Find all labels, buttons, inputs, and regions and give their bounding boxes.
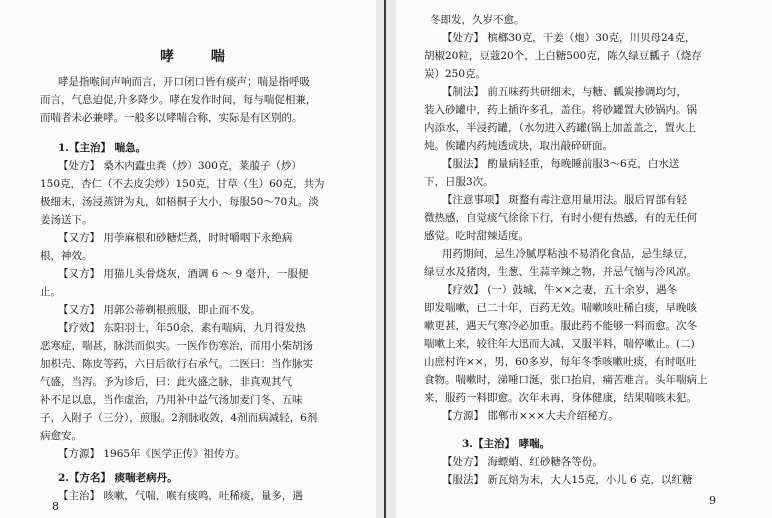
text-line: 【处方】 桑木内蠹虫粪（炒）300克，莱菔子（炒） xyxy=(58,160,302,172)
text-line: 炭）250克。 xyxy=(424,68,487,80)
text-line: 子，入附子（三分），煎服。2剂脉收敛，4剂而病减轻，6剂 xyxy=(40,412,318,424)
text-line: 【又方】 用荸麻根和砂糖烂煮，时时嚼咽下永绝病 xyxy=(58,232,293,244)
section-title: 哮 喘 xyxy=(160,49,241,65)
left-page xyxy=(0,0,376,518)
text-line: 【疗效】 东阳羽士，年50余，素有喘病，九月得发热 xyxy=(58,322,306,334)
text-line: 病愈安。 xyxy=(40,430,82,442)
text-line: 【又方】 用郭公蒂剃根煎服，即止而不发。 xyxy=(58,304,261,316)
entry-2-heading: 2.【方名】 痰喘老病丹。 xyxy=(58,472,178,484)
page-number: 8 xyxy=(52,500,59,513)
text-line: 【处方】 槟榔30克，干姜（炮）30克，川贝母24克， xyxy=(442,32,696,44)
text-line: 【方源】 邯郸市×××大夫介绍秘方。 xyxy=(442,410,619,422)
text-line: 恶寒症，喘甚，脉洪而似实。一医作伤寒治，而用小柴胡汤 xyxy=(40,340,313,352)
page-number: 9 xyxy=(709,494,716,507)
text-line: 气盛，当泻。予为诊后，曰：此火盛之脉，非真观其气 xyxy=(40,376,292,388)
text-line: 感觉。吃时甜辣适度。 xyxy=(424,230,529,242)
text-line: 胡椒20粒，豆蔻20个，上白糖500克，陈久绿豆瓤子（烧存 xyxy=(424,50,702,62)
text-line: 山庶村许××，男，60多岁，每年冬季咳嗽吐痰，有时呕吐 xyxy=(424,356,697,368)
text-line: 补不足以息，当作虚治，乃用补中益气汤加麦门冬、五味 xyxy=(40,394,303,406)
text-line: 【疗效】 (一）鼓城，牛××之妻，五十余岁，遇冬 xyxy=(442,284,678,296)
text-line: 喘嗽上来，较往年大迅而大减，又服半料，喘停嗽止。(二) xyxy=(424,338,695,350)
book-gutter xyxy=(376,0,396,518)
text-line: 【制法】 前五味药共研细末，与糖、瓤炭掺调均匀， xyxy=(442,86,687,98)
text-line: 【方源】 1965年《医学正传》祖传方。 xyxy=(58,448,246,460)
text-line: 【注意事项】 斑蝥有毒注意用量用法。服后胃部有轻 xyxy=(442,194,687,206)
text-line: 食物。喘嗽时，涕唾口涎，张口抬肩，痛苦难言。头年喘病上 xyxy=(424,374,708,386)
text-line: 微热感，自觉痰气徐徐下行，有时小便有热感，有的无任何 xyxy=(424,212,697,224)
text-line: 止。 xyxy=(40,286,61,298)
text-line: 炖。俟罐内药炖透成块，取出敲碎研面。 xyxy=(424,140,613,152)
text-line: 嗽更甚，遇天气寒冷必加重。服此药不能够一料而愈。次冬 xyxy=(424,320,697,332)
text-line: 冬即发，久岁不愈。 xyxy=(430,14,525,26)
text-line: 来，服药一料即愈。次年未再，身体健康，结果喘咳未犯。 xyxy=(424,392,697,404)
intro-line: 而喘者未必兼哮。一般多以哮喘合称，实际是有区别的。 xyxy=(40,112,303,124)
text-line: 装入砂罐中，药上插许多孔，盖住。将砂罐置大砂锅内。锅 xyxy=(424,104,697,116)
intro-line: 而言，气息迫促,升多降少。哮在发作时间，每与喘促相兼， xyxy=(40,94,317,106)
text-line: 绿豆水及猪肉，生葱、生蒜辛辣之物，并忌气恼与冷风凉。 xyxy=(424,266,697,278)
text-line: 用药期间，忌生冷腻厚粘浊不易消化食品，忌生绿豆， xyxy=(442,248,694,260)
intro-line: 哮是指喉间声响而言，开口闭口皆有痰声；喘是指呼吸 xyxy=(58,76,310,88)
text-line: 【服法】 酌量病轻重，每晚睡前服3～6克，白水送 xyxy=(442,158,680,170)
text-line: 【服法】 新瓦焙为末，大人15克，小儿 6 克，以红糖 xyxy=(442,474,693,486)
right-page xyxy=(396,0,772,518)
text-line: 姜汤送下。 xyxy=(40,214,93,226)
entry-3-heading: 3.【主治】 哮喘。 xyxy=(462,438,551,450)
text-line: 150克，杏仁（不去皮尖炒）150克，甘草（生）60克，共为 xyxy=(40,178,325,190)
text-line: 根，神效。 xyxy=(40,250,93,262)
text-line: 极细末，汤浸蒸饼为丸，如梧桐子大小，每服50～70丸。淡 xyxy=(40,196,319,208)
text-line: 即发喘嗽，已二十年，百药无效。喘嗽咳吐稀白痰，早晚咳 xyxy=(424,302,697,314)
entry-1-heading: 1.【主治】 喘急。 xyxy=(58,142,147,154)
text-line: 【又方】 用猫儿头骨烧灰，酒调 6 ～ 9 毫升，一服便 xyxy=(58,268,309,280)
gutter-line xyxy=(384,0,386,518)
text-line: 加枳壳、陈皮等药，六日后欲行右承气。二医曰：当作脉实 xyxy=(40,358,313,370)
text-line: 【处方】 海螵蛸、红砂糖各等份。 xyxy=(442,456,603,468)
text-line: 【主治】 咳嗽，气喘，喉有痰鸣，吐稀痰，量多，遇 xyxy=(58,490,303,502)
text-line: 下，日服3次。 xyxy=(424,176,494,188)
text-line: 内添水，半浸药罐，（水勿进入药罐(锅上加盖盖之，置火上 xyxy=(424,122,696,134)
